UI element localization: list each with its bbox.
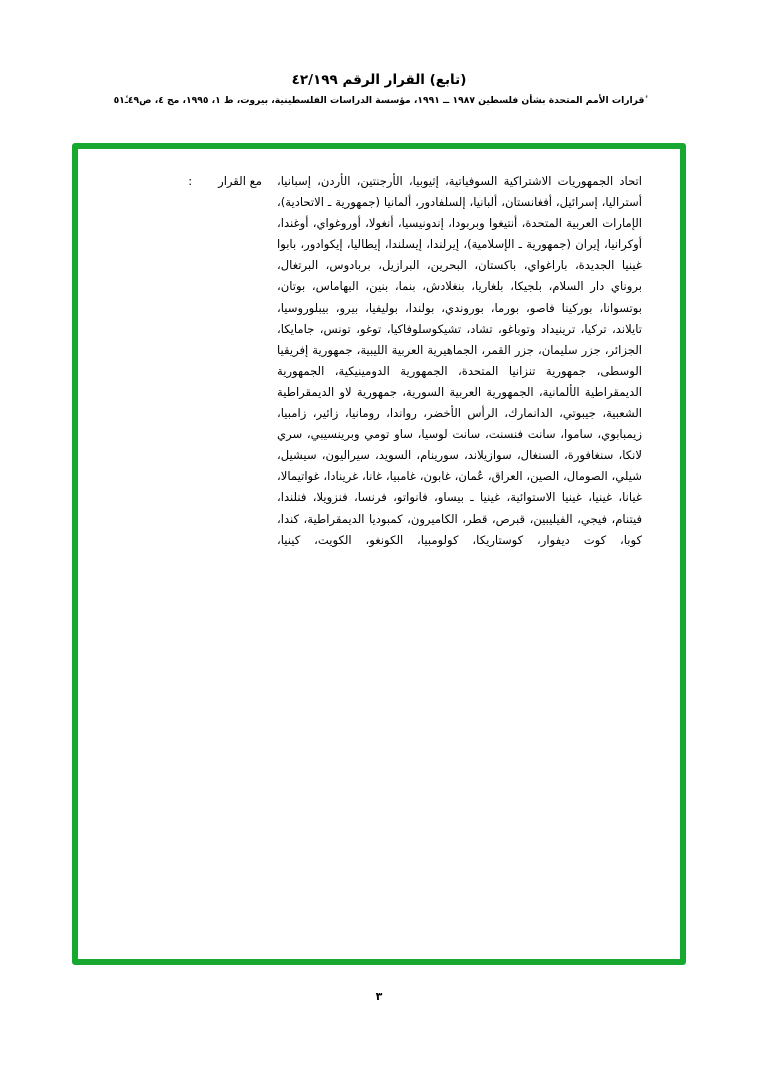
page-number: ٣ (375, 990, 383, 1003)
resolution-label-column (152, 171, 262, 192)
document-header (0, 72, 758, 107)
label-colon: : (188, 174, 193, 188)
frame-content-area (96, 163, 662, 949)
source-citation: ٔقرارات الأمم المتحدة بشأن فلسطين ١٩٨٧ ــ ١٩٩١، مؤسسة الدراسات الفلسطينية، بيروت، ط ١، ١٩٩٥، مج ٤، ص٤٩ـ٥١ٔ (113, 95, 645, 107)
green-border-frame (72, 143, 686, 965)
page-title: (تابع) القرار الرقم ٤٢/١٩٩ (291, 72, 467, 88)
country-list-paragraph: اتحاد الجمهوريات الاشتراكية السوفياتية، إثيوبيا، الأرجنتين، الأردن، إسبانيا، أستراليا، إسرائيل، أفغانستان، ألبانيا، إلسلفادور، ألمانيا (جمهورية ـ الاتحادية)، الإمارات العربية المتحدة، أنتيغوا وبربودا، إندونيسيا، أنغولا، أوروغواي، أوغندا، أوكرانيا، إيران (جمهورية ـ الإسلامية)، إيرلندا، إيسلندا، إيطاليا، إيكوادور، بابوا غينيا الجديدة، باراغواي، باكستان، البحرين، البرازيل، بربادوس، البرتغال، بروناي دار السلام، بلجيكا، بلغاريا، بنغلادش، بنما، بنين، البهاماس، بوتان، بوتسوانا، بوركينا فاصو، بورما، بوروندي، بولندا، بوليفيا، بيرو، بيبلوروسيا، تايلاند، تركيا، ترينيداد وتوباغو، تشاد، تشيكوسلوفاكيا، توغو، تونس، جامايكا، الجزائر، جزر سليمان، جزر القمر، الجماهيرية العربية الليبية، جمهورية إفريقيا الوسطى، جمهورية تنزانيا المتحدة، الجمهورية الدومينيكية، الجمهورية الديمقراطية الألمانية، الجمهورية العربية السورية، جمهورية لاو الديمقراطية الشعبية، جيبوتي، الدانمارك، الرأس الأخضر، رواندا، رومانيا، زائير، زامبيا، زيمبابوي، ساموا، سانت فنسنت، سانت لوسيا، ساو تومي وبرينسيبي، سري لانكا، سنغافورة، السنغال، سوازيلاند، سورينام، السويد، سيراليون، سيشيل، شيلي، الصومال، الصين، العراق، عُمان، غابون، غامبيا، غانا، غرينادا، غواتيمالا، غيانا، غينيا، غينيا الاستوائية، غينيا ـ بيساو، فانواتو، فرنسا، فنزويلا، فنلندا، فيتنام، فيجي، الفيليبين، قبرص، قطر، الكاميرون، كمبوديا الديمقراطية، كندا، كوبا، كوت ديفوار، كوستاريكا، كولومبيا، الكونغو، الكويت، كينيا، (277, 174, 642, 547)
resolution-label: مع القرار (218, 174, 262, 188)
